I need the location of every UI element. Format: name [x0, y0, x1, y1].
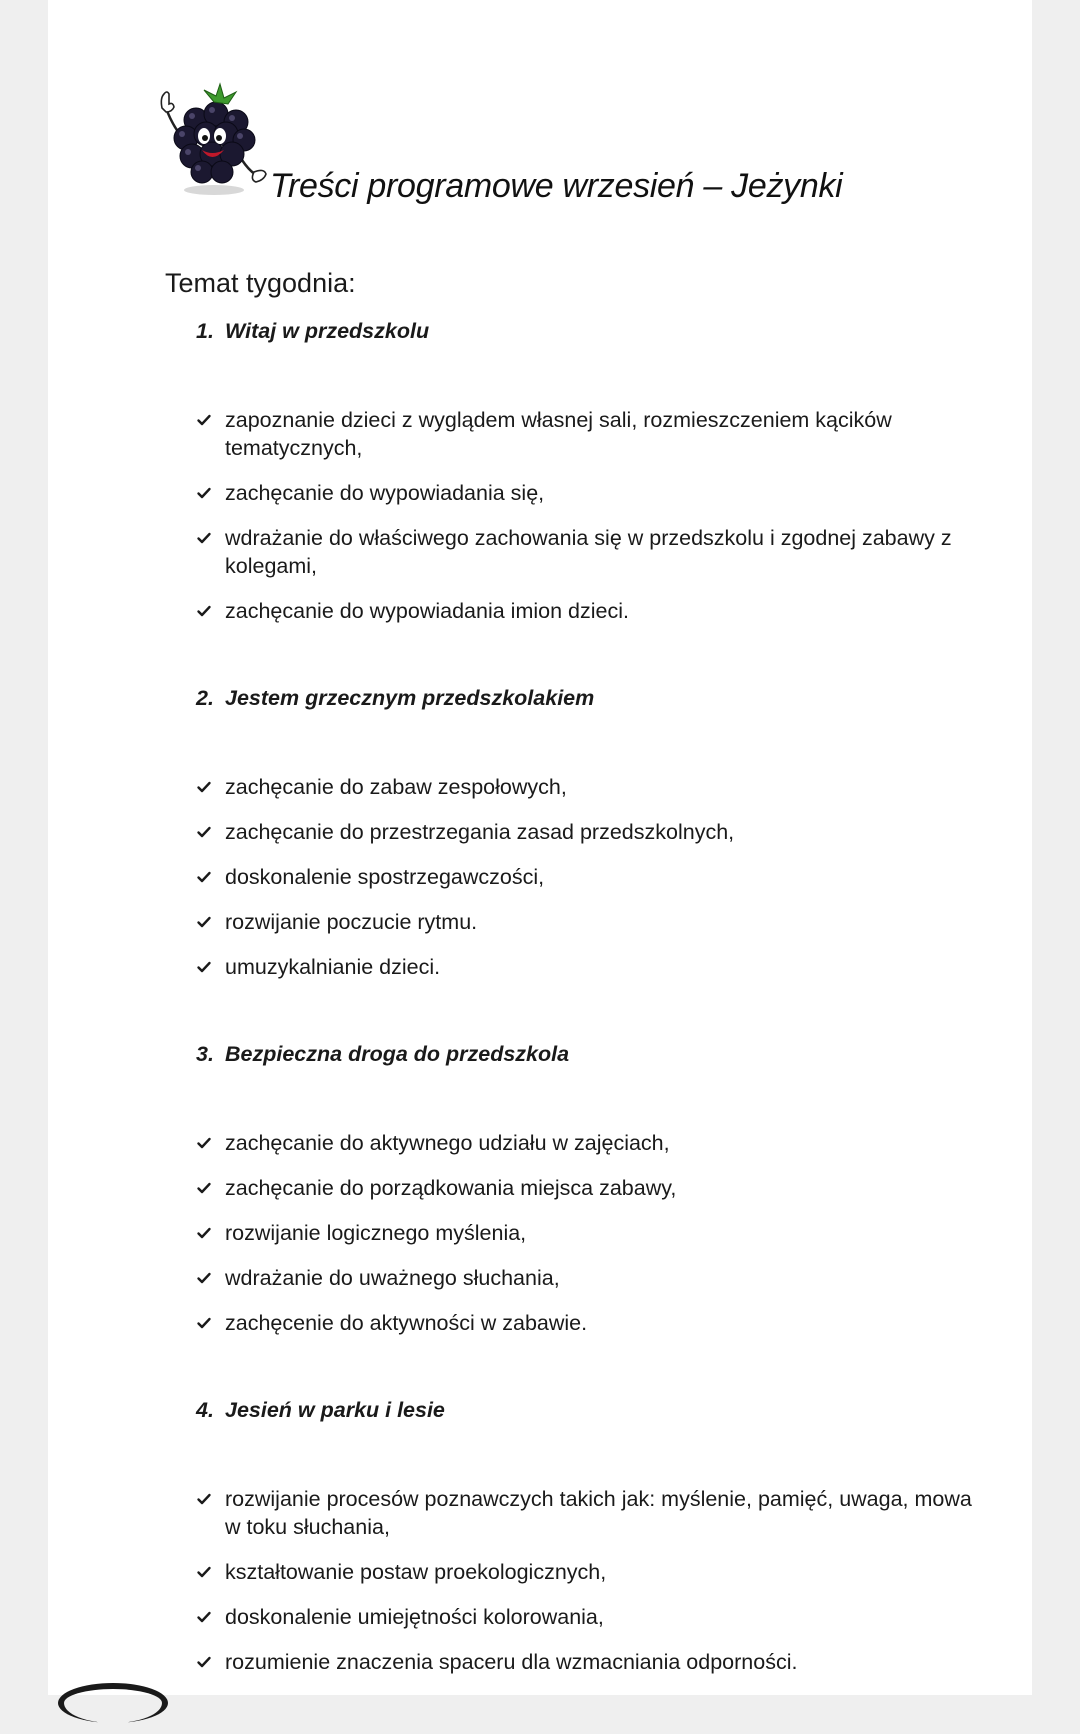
document-title: Treści programowe wrzesień – Jeżynki	[270, 167, 843, 205]
checkmark-icon	[196, 530, 212, 546]
week-heading	[196, 1039, 976, 1069]
list-item	[196, 953, 976, 981]
checkmark-icon	[196, 1225, 212, 1241]
list-item-text: wdrażanie do właściwego zachowania się w przedszkolu i zgodnej zabawy z kolegami,	[225, 526, 952, 578]
list-item	[196, 479, 976, 507]
list-item	[196, 1264, 976, 1292]
list-item	[196, 863, 976, 891]
list-item-text: kształtowanie postaw proekologicznych,	[225, 1560, 607, 1584]
week-section	[196, 683, 976, 981]
weeks-list	[196, 316, 976, 1734]
checkmark-icon	[196, 1491, 212, 1507]
week-title: Witaj w przedszkolu	[225, 319, 430, 343]
list-item-text: zachęcanie do wypowiadania imion dzieci.	[225, 599, 629, 623]
week-title: Jesień w parku i lesie	[225, 1398, 445, 1422]
checkmark-icon	[196, 1270, 212, 1286]
week-items	[196, 1485, 976, 1676]
checkmark-icon	[196, 1609, 212, 1625]
week-heading	[196, 1395, 976, 1425]
list-item-text: zachęcanie do aktywnego udziału w zajęciach,	[225, 1131, 670, 1155]
week-section	[196, 1395, 976, 1676]
list-item	[196, 1174, 976, 1202]
list-item	[196, 773, 976, 801]
list-item-text: doskonalenie spostrzegawczości,	[225, 865, 545, 889]
checkmark-icon	[196, 1654, 212, 1670]
checkmark-icon	[196, 959, 212, 975]
checkmark-icon	[196, 485, 212, 501]
list-item	[196, 1129, 976, 1157]
checkmark-icon	[196, 1564, 212, 1580]
document-header	[154, 80, 974, 210]
checkmark-icon	[196, 603, 212, 619]
week-items	[196, 773, 976, 981]
document-page	[48, 0, 1032, 1695]
list-item-text: rozwijanie poczucie rytmu.	[225, 910, 478, 934]
list-item	[196, 597, 976, 625]
list-item-text: zachęcanie do porządkowania miejsca zabawy,	[225, 1176, 677, 1200]
list-item	[196, 1485, 976, 1541]
list-item-text: zapoznanie dzieci z wyglądem własnej sali, rozmieszczeniem kącików tematycznych,	[225, 408, 892, 460]
week-section	[196, 316, 976, 625]
week-number: 4.	[196, 1398, 214, 1422]
list-item-text: rozumienie znaczenia spaceru dla wzmacniania odporności.	[225, 1650, 798, 1674]
week-items	[196, 1129, 976, 1337]
list-item	[196, 1558, 976, 1586]
list-item	[196, 406, 976, 462]
list-item-text: zachęcenie do aktywności w zabawie.	[225, 1311, 588, 1335]
section-label: Temat tygodnia:	[165, 268, 356, 298]
week-number: 2.	[196, 686, 214, 710]
week-number: 3.	[196, 1042, 214, 1066]
list-item	[196, 908, 976, 936]
week-number: 1.	[196, 319, 214, 343]
list-item-text: rozwijanie procesów poznawczych takich jak: myślenie, pamięć, uwaga, mowa w toku słuchania,	[225, 1487, 972, 1539]
checkmark-icon	[196, 824, 212, 840]
list-item-text: umuzykalnianie dzieci.	[225, 955, 441, 979]
checkmark-icon	[196, 914, 212, 930]
week-heading	[196, 683, 976, 713]
blackberry-mascot-icon	[154, 80, 274, 200]
week-section	[196, 1039, 976, 1337]
list-item-text: doskonalenie umiejętności kolorowania,	[225, 1605, 604, 1629]
list-item	[196, 1309, 976, 1337]
checkmark-icon	[196, 779, 212, 795]
week-title: Jestem grzecznym przedszkolakiem	[225, 686, 595, 710]
checkmark-icon	[196, 869, 212, 885]
checkmark-icon	[196, 1135, 212, 1151]
list-item-text: zachęcanie do wypowiadania się,	[225, 481, 545, 505]
list-item	[196, 1648, 976, 1676]
floating-button-edge[interactable]	[58, 1683, 168, 1723]
list-item	[196, 818, 976, 846]
list-item-text: zachęcanie do zabaw zespołowych,	[225, 775, 567, 799]
list-item	[196, 1219, 976, 1247]
week-items	[196, 406, 976, 625]
list-item-text: wdrażanie do uważnego słuchania,	[225, 1266, 560, 1290]
list-item	[196, 524, 976, 580]
checkmark-icon	[196, 1315, 212, 1331]
list-item-text: rozwijanie logicznego myślenia,	[225, 1221, 527, 1245]
list-item	[196, 1603, 976, 1631]
checkmark-icon	[196, 412, 212, 428]
checkmark-icon	[196, 1180, 212, 1196]
week-heading	[196, 316, 976, 346]
week-title: Bezpieczna droga do przedszkola	[225, 1042, 570, 1066]
list-item-text: zachęcanie do przestrzegania zasad przedszkolnych,	[225, 820, 735, 844]
